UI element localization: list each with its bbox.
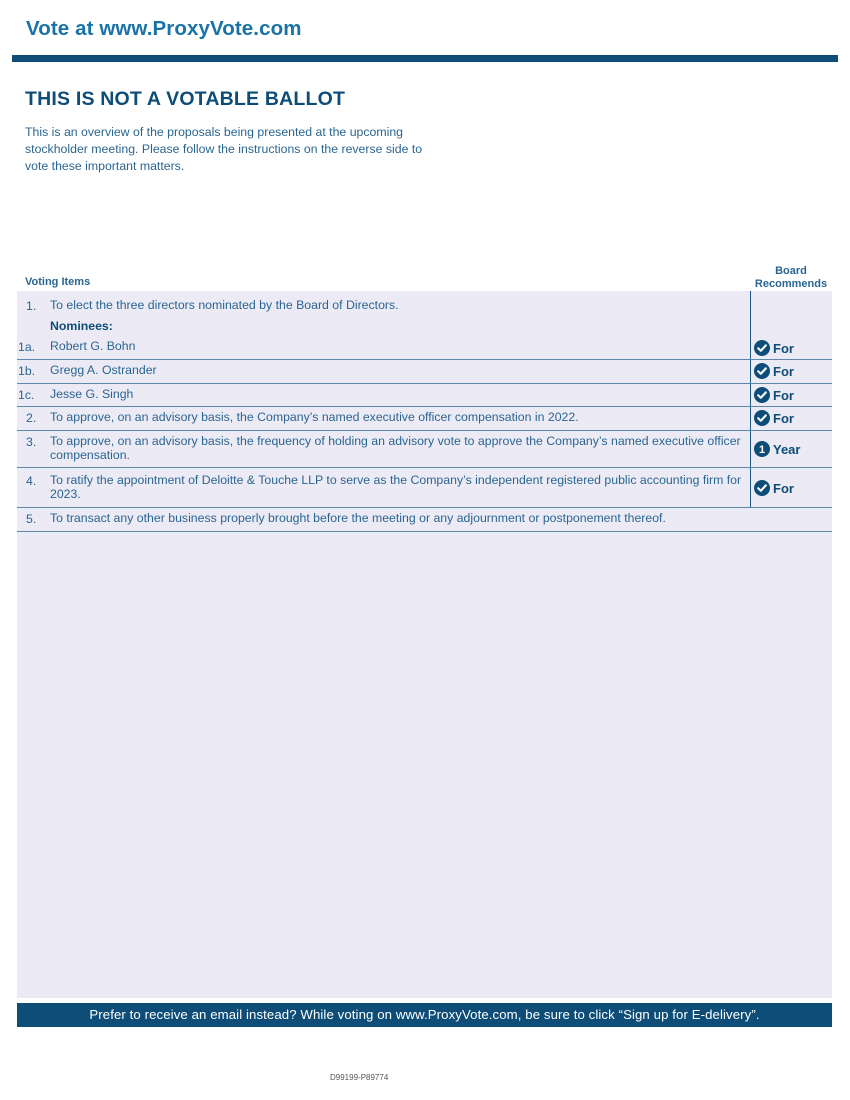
recommendation <box>754 441 800 457</box>
board-recommends-header-line1: Board <box>775 265 807 277</box>
row-divider <box>17 383 832 384</box>
number-one-circle-icon <box>754 441 770 457</box>
voting-items-header: Voting Items <box>25 276 91 288</box>
item-number: 1a. <box>18 340 36 354</box>
row-divider <box>17 359 832 360</box>
intro-text: This is an overview of the proposals being presented at the upcoming stockholder meeting. Please follow the instructions on the reverse side to vote these important matters. <box>25 125 423 173</box>
proxyvote-link[interactable]: Vote at www.ProxyVote.com <box>26 17 302 40</box>
item-text: To transact any other business properly brought before the meeting or any adjournment or postponement thereof. <box>50 511 666 525</box>
item-number: 5. <box>26 512 37 526</box>
recommendation-label: For <box>773 480 794 496</box>
check-circle-icon <box>754 340 770 356</box>
recommendation <box>754 387 794 403</box>
board-recommends-header <box>750 265 832 291</box>
item-text: To elect the three directors nominated by the Board of Directors. <box>50 298 399 312</box>
item-number: 1b. <box>18 364 36 378</box>
item-text: To approve, on an advisory basis, the Company’s named executive officer compensation in 2022. <box>50 410 579 424</box>
row-divider <box>17 430 832 431</box>
row-divider <box>17 467 832 468</box>
recommendation-label: For <box>773 387 794 403</box>
item-number: 4. <box>26 474 37 488</box>
recommendation-label: For <box>773 410 794 426</box>
recommendation-label: For <box>773 340 794 356</box>
item-number: 1. <box>26 299 37 313</box>
check-circle-icon <box>754 387 770 403</box>
check-circle-icon <box>754 363 770 379</box>
header-divider <box>12 55 838 62</box>
nominee-name: Robert G. Bohn <box>50 339 136 353</box>
check-circle-icon <box>754 480 770 496</box>
recommendation-label: For <box>773 363 794 379</box>
item-number: 3. <box>26 435 37 449</box>
badge-number: 1 <box>758 444 766 456</box>
e-delivery-banner: Prefer to receive an email instead? While voting on www.ProxyVote.com, be sure to click “Sign up for E-delivery”. <box>17 1003 832 1027</box>
check-circle-icon <box>754 410 770 426</box>
nominee-name: Jesse G. Singh <box>50 387 134 401</box>
board-recommends-header-line2: Recommends <box>754 278 828 290</box>
recommendation-label: Year <box>773 441 801 457</box>
recommendation <box>754 340 794 356</box>
row-divider <box>17 531 832 532</box>
row-divider <box>17 507 832 508</box>
nominee-name: Gregg A. Ostrander <box>50 363 157 377</box>
item-text: To ratify the appointment of Deloitte & Touche LLP to serve as the Company’s independent registered public accounting firm for 2023. <box>50 473 742 501</box>
nominees-heading: Nominees: <box>50 319 113 333</box>
row-divider <box>17 406 832 407</box>
item-text: To approve, on an advisory basis, the frequency of holding an advisory vote to approve the Company’s named executive officer compensation. <box>50 434 741 462</box>
recommendation <box>754 480 794 496</box>
recommendation <box>754 410 794 426</box>
page-title: THIS IS NOT A VOTABLE BALLOT <box>25 88 346 110</box>
recommendation-column-divider <box>750 291 751 507</box>
document-code: D99199-P89774 <box>330 1073 389 1082</box>
item-number: 2. <box>26 411 37 425</box>
recommendation <box>754 363 794 379</box>
item-number: 1c. <box>18 388 35 402</box>
